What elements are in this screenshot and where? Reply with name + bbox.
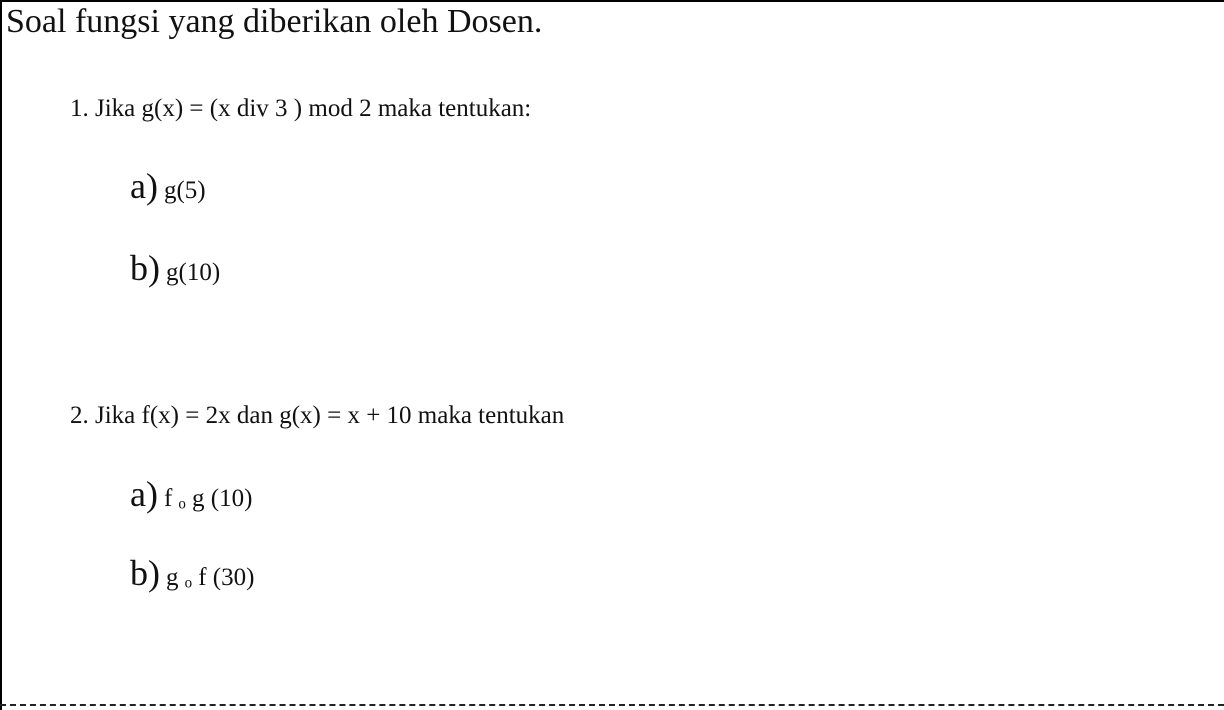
question-2-item-b — [130, 553, 254, 598]
item-expression: f ₒ g (10) — [163, 485, 253, 512]
question-2-prompt: 2. Jika f(x) = 2x dan g(x) = x + 10 maka tentukan — [70, 402, 565, 429]
item-letter: a) — [130, 166, 158, 206]
item-letter: b) — [130, 553, 160, 593]
item-expression: g ₒ f (30) — [166, 564, 255, 591]
page-title: Soal fungsi yang diberikan oleh Dosen. — [6, 3, 543, 40]
item-letter: b) — [130, 248, 160, 288]
question-1-item-a — [130, 166, 206, 211]
bottom-dashed-border — [0, 704, 1224, 706]
item-expression: g(5) — [163, 177, 206, 204]
question-2-item-a — [130, 474, 252, 519]
item-expression: g(10) — [166, 259, 221, 286]
question-1-prompt: 1. Jika g(x) = (x div 3 ) mod 2 maka tentukan: — [70, 95, 532, 122]
left-border — [0, 0, 2, 710]
question-1-item-b — [130, 248, 220, 293]
item-letter: a) — [130, 474, 158, 514]
